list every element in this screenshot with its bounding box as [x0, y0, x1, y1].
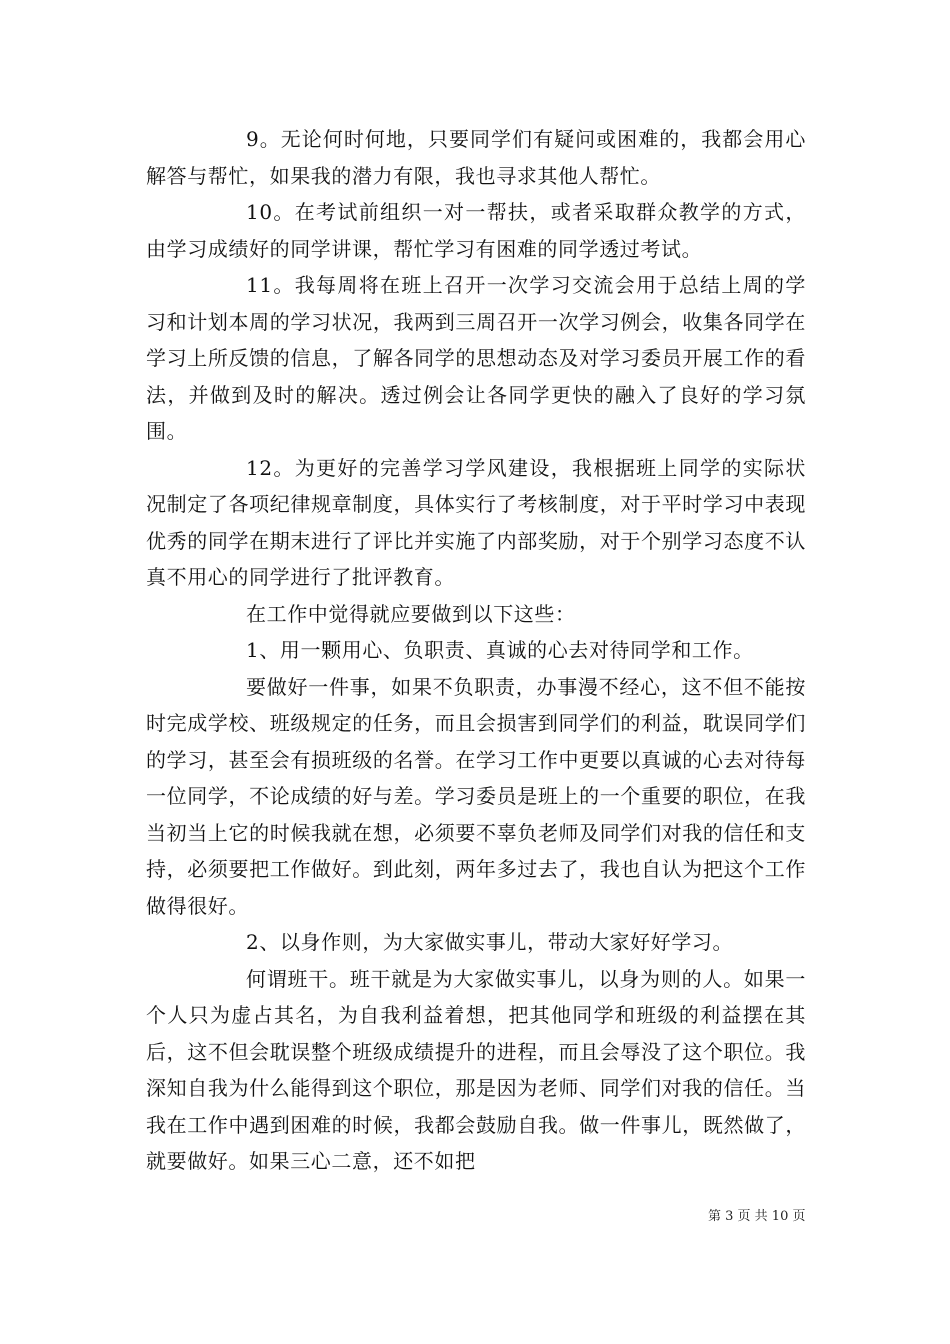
paragraph-point-1-heading: 1、用一颗用心、负职责、真诚的心去对待同学和工作。 — [246, 638, 754, 662]
page-number-footer: 第 3 页 共 10 页 — [708, 1209, 806, 1224]
paragraph-item-11: 11。我每周将在班上召开一次学习交流会用于总结上周的学习和计划本周的学习状况，我两到三周召开一次学习例会，收集各同学在学习上所反馈的信息，了解各同学的思想动态及对学习委员开展工作的看法，并做到及时的解决。透过例会让各同学更快的融入了良好的学习氛围。 — [146, 273, 806, 443]
paragraph-item-10: 10。在考试前组织一对一帮扶，或者采取群众教学的方式，由学习成绩好的同学讲课，帮忙学习有困难的同学透过考试。 — [146, 200, 806, 261]
document-body — [146, 121, 806, 1180]
paragraph-point-2-heading: 2、以身作则，为大家做实事儿，带动大家好好学习。 — [246, 930, 734, 954]
paragraph-item-9: 9。无论何时何地，只要同学们有疑问或困难的，我都会用心解答与帮忙，如果我的潜力有限，我也寻求其他人帮忙。 — [146, 127, 806, 188]
paragraph-point-2-body: 何谓班干。班干就是为大家做实事儿，以身为则的人。如果一个人只为虚占其名，为自我利益着想，把其他同学和班级的利益摆在其后，这不但会耽误整个班级成绩提升的进程，而且会辱没了这个职位。我深知自我为什么能得到这个职位，那是因为老师、同学们对我的信任。当我在工作中遇到困难的时候，我都会鼓励自我。做一件事儿，既然做了，就要做好。如果三心二意，还不如把 — [146, 966, 806, 1173]
paragraph-point-1-body: 要做好一件事，如果不负职责，办事漫不经心，这不但不能按时完成学校、班级规定的任务，而且会损害到同学们的利益，耽误同学们的学习，甚至会有损班级的名誉。在学习工作中更要以真诚的心去对待每一位同学，不论成绩的好与差。学习委员是班上的一个重要的职位，在我当初当上它的时候我就在想，必须要不辜负老师及同学们对我的信任和支持，必须要把工作做好。到此刻，两年多过去了，我也自认为把这个工作做得很好。 — [146, 674, 806, 918]
paragraph-summary-intro: 在工作中觉得就应要做到以下这些： — [246, 601, 576, 626]
paragraph-item-12: 12。为更好的完善学习学风建设，我根据班上同学的实际状况制定了各项纪律规章制度，具体实行了考核制度，对于平时学习中表现优秀的同学在期末进行了评比并实施了内部奖励，对于个别学习态度不认真不用心的同学进行了批评教育。 — [146, 455, 806, 589]
